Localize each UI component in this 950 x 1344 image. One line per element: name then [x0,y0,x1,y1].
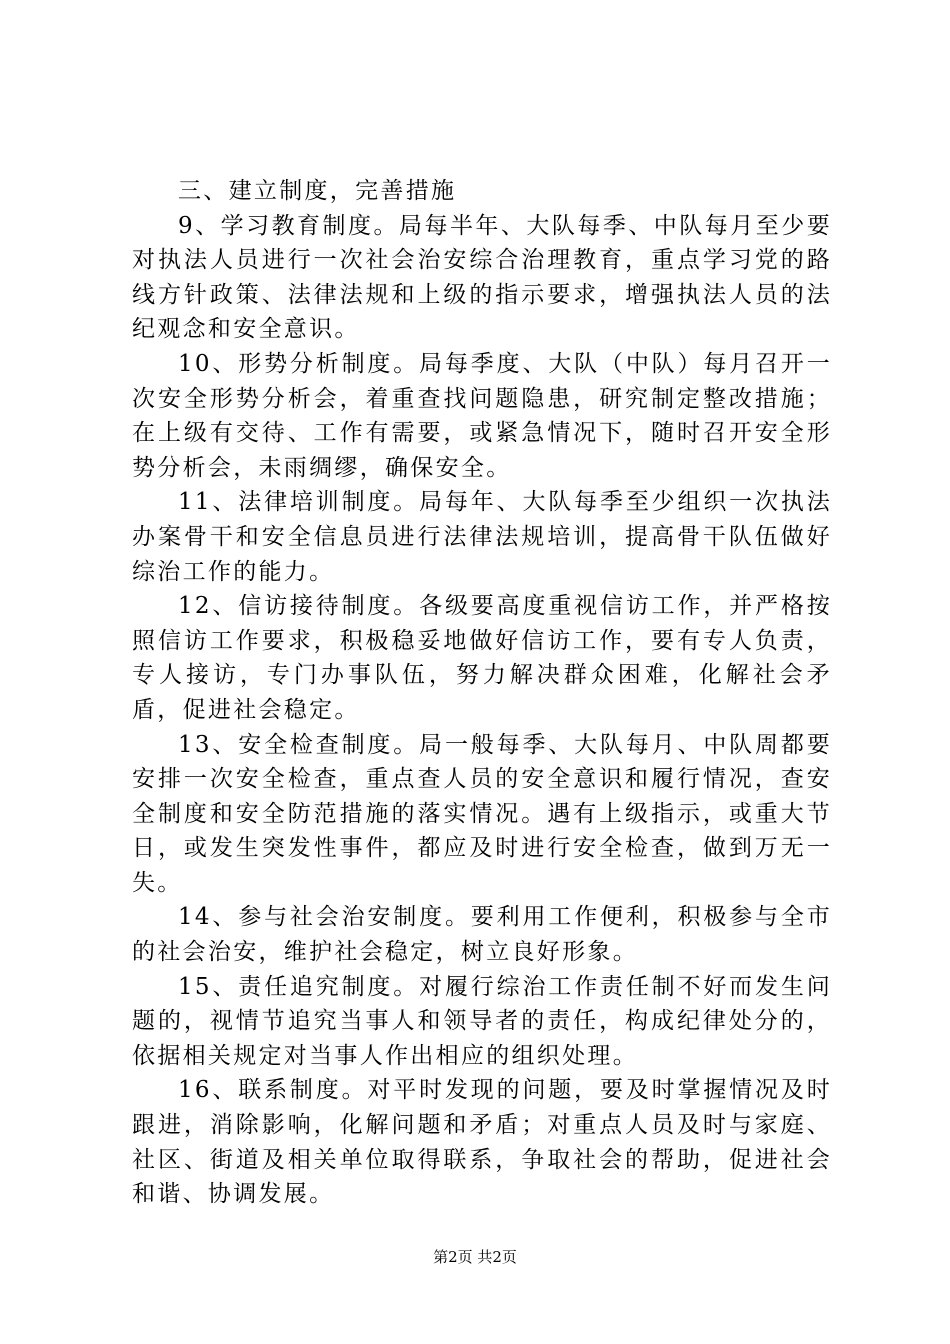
paragraph-liaison: 16、联系制度。对平时发现的问题，要及时掌握情况及时跟进，消除影响，化解问题和矛盾；对重点人员及时与家庭、社区、街道及相关单位取得联系，争取社会的帮助，促进社会和谐、协调发展。 [132,1077,832,1208]
paragraph-petition-reception: 12、信访接待制度。各级要高度重视信访工作，并严格按照信访工作要求，积极稳妥地做好信访工作，要有专人负责，专人接访，专门办事队伍，努力解决群众困难，化解社会矛盾，促进社会稳定。 [132,593,832,723]
paragraph-situation-analysis: 10、形势分析制度。局每季度、大队（中队）每月召开一次安全形势分析会，着重查找问题隐患，研究制定整改措施；在上级有交待、工作有需要，或紧急情况下，随时召开安全形势分析会，未雨绸缪，确保安全。 [132,350,832,481]
paragraph-safety-inspection: 13、安全检查制度。局一般每季、大队每月、中队周都要安排一次安全检查，重点查人员的安全意识和履行情况，查安全制度和安全防范措施的落实情况。遇有上级指示，或重大节日，或发生突发性事件，都应及时进行安全检查，做到万无一失。 [132,731,832,896]
section-heading: 三、建立制度，完善措施 [178,178,457,204]
paragraph-legal-training: 11、法律培训制度。局每年、大队每季至少组织一次执法办案骨干和安全信息员进行法律法规培训，提高骨干队伍做好综治工作的能力。 [132,489,832,585]
paragraph-accountability: 15、责任追究制度。对履行综治工作责任制不好而发生问题的，视情节追究当事人和领导者的责任，构成纪律处分的，依据相关规定对当事人作出相应的组织处理。 [132,973,832,1069]
document-body [132,174,832,1212]
paragraph-public-security: 14、参与社会治安制度。要利用工作便利，积极参与全市的社会治安，维护社会稳定，树立良好形象。 [132,904,832,966]
page-number-footer: 第2页 共2页 [433,1248,517,1266]
paragraph-study-education: 9、学习教育制度。局每半年、大队每季、中队每月至少要对执法人员进行一次社会治安综合治理教育，重点学习党的路线方针政策、法律法规和上级的指示要求，增强执法人员的法纪观念和安全意识。 [132,212,832,343]
